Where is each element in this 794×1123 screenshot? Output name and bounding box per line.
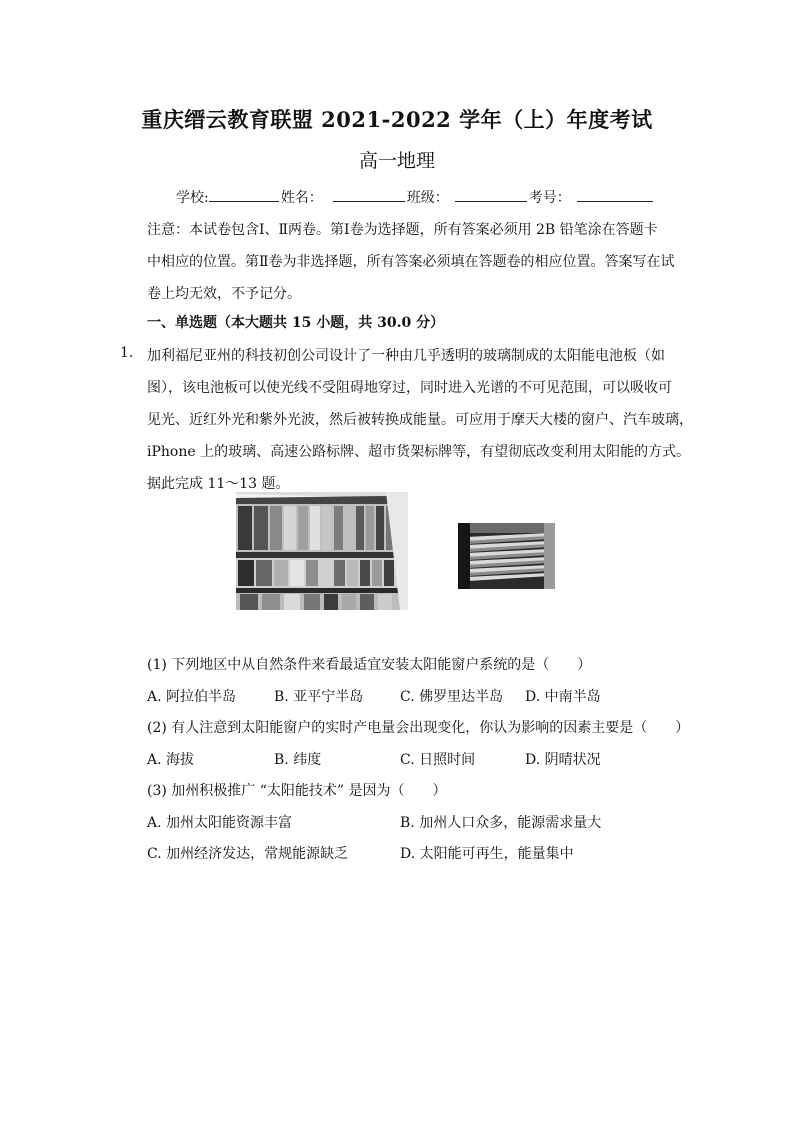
school-blank[interactable]	[209, 187, 279, 202]
exam-title: 重庆缙云教育联盟 2021-2022 学年（上）年度考试	[141, 107, 653, 132]
sub-question-3-option-c[interactable]: C. 加州经济发达，常规能源缺乏	[147, 846, 349, 862]
student-info-line	[176, 187, 655, 207]
sub-question-3-option-b[interactable]: B. 加州人口众多，能源需求量大	[400, 815, 602, 831]
notice-line-3: 卷上均无效，不予记分。	[147, 286, 301, 302]
sub-question-1-option-c[interactable]: C. 佛罗里达半岛	[400, 689, 504, 705]
name-blank[interactable]	[333, 187, 405, 202]
sub-question-3-prompt: (3) 加州积极推广 “太阳能技术” 是因为（ ）	[147, 783, 447, 799]
notice-line-1: 注意：本试卷包含Ⅰ、Ⅱ两卷。第Ⅰ卷为选择题，所有答案必须用 2B 铅笔涂在答题卡	[147, 222, 658, 238]
question-stem-line-5: 据此完成 11～13 题。	[147, 476, 290, 492]
question-stem-line-2: 图），该电池板可以使光线不受阻碍地穿过，同时进入光谱的不可见范围，可以吸收可	[147, 380, 672, 396]
exam-no-blank[interactable]	[577, 187, 653, 202]
question-number: 1.	[120, 345, 134, 361]
sub-question-1-option-b[interactable]: B. 亚平宁半岛	[274, 689, 364, 705]
class-blank[interactable]	[455, 187, 527, 202]
sub-question-1-prompt: (1) 下列地区中从自然条件来看最适宜安装太阳能窗户系统的是（ ）	[147, 657, 592, 673]
exam-no-label: 考号：	[528, 190, 571, 206]
question-stem-line-3: 见光、近红外光和紫外光波，然后被转换成能量。可应用于摩天大楼的窗户、汽车玻璃，	[147, 412, 693, 428]
sub-question-1-option-d[interactable]: D. 中南半岛	[525, 689, 601, 705]
sub-question-2-option-c[interactable]: C. 日照时间	[400, 752, 476, 768]
question-stem-line-4: iPhone 上的玻璃、高速公路标牌、超市货架标牌等，有望彻底改变利用太阳能的方式。	[147, 444, 691, 460]
section-heading: 一、单选题（本大题共 15 小题，共 30.0 分）	[147, 315, 445, 331]
sub-question-3-option-d[interactable]: D. 太阳能可再生，能量集中	[400, 846, 574, 862]
name-label: 姓名：	[280, 190, 323, 206]
question-stem-line-1: 加利福尼亚州的科技初创公司设计了一种由几乎透明的玻璃制成的太阳能电池板（如	[147, 348, 665, 364]
sub-question-2-option-d[interactable]: D. 阴晴状况	[525, 752, 601, 768]
school-label: 学校:	[176, 190, 209, 206]
solar-panel-photo	[458, 523, 555, 589]
exam-subtitle: 高一地理	[358, 150, 435, 172]
sub-question-2-prompt: (2) 有人注意到太阳能窗户的实时产电量会出现变化，你认为影响的因素主要是（ ）	[147, 720, 690, 736]
notice-line-2: 中相应的位置。第Ⅱ卷为非选择题，所有答案必须填在答题卷的相应位置。答案写在试	[147, 254, 675, 270]
sub-question-2-option-b[interactable]: B. 纬度	[274, 752, 322, 768]
class-label: 班级：	[406, 190, 449, 206]
sub-question-2-option-a[interactable]: A. 海拔	[147, 752, 195, 768]
sub-question-1-option-a[interactable]: A. 阿拉伯半岛	[147, 689, 237, 705]
sub-question-3-option-a[interactable]: A. 加州太阳能资源丰富	[147, 815, 293, 831]
building-facade-photo	[236, 492, 408, 610]
